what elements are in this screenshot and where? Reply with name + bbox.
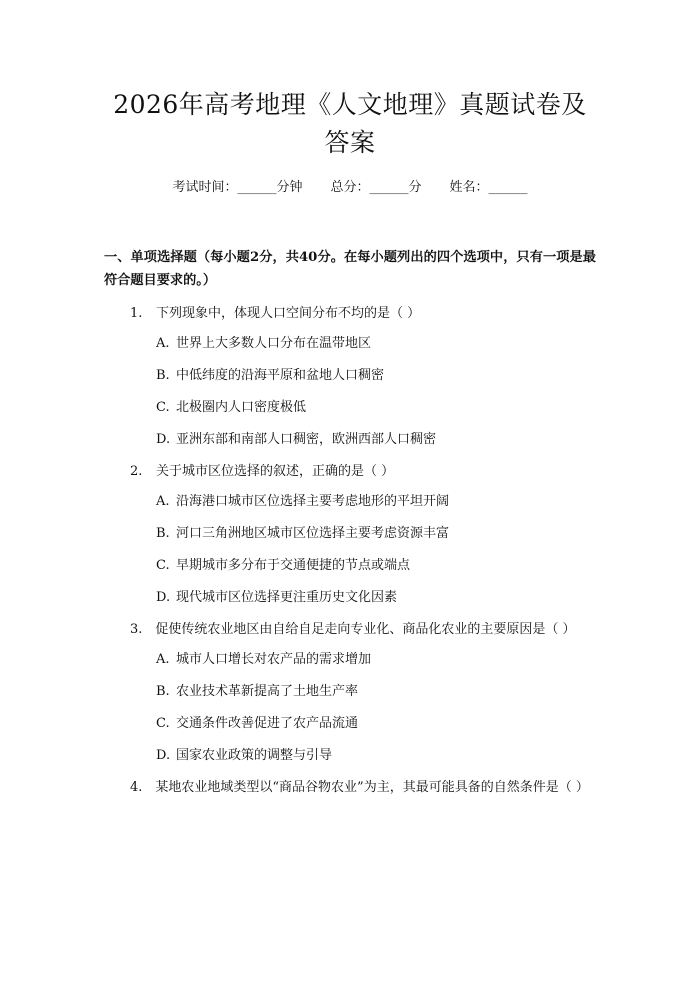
option-letter: D. bbox=[156, 747, 171, 763]
option-letter: B. bbox=[156, 525, 170, 541]
option-letter: B. bbox=[156, 683, 170, 699]
option-a bbox=[156, 649, 596, 671]
option-letter: C. bbox=[156, 557, 170, 573]
question-stem bbox=[104, 777, 596, 799]
exam-title: 2026年高考地理《人文地理》真题试卷及答案 bbox=[113, 90, 587, 157]
option-text: 北极圈内人口密度极低 bbox=[176, 399, 307, 415]
question-stem bbox=[104, 303, 596, 325]
option-text: 早期城市多分布于交通便捷的节点或端点 bbox=[176, 557, 411, 573]
option-list bbox=[156, 491, 596, 609]
question-text: 关于城市区位选择的叙述，正确的是（ ） bbox=[156, 464, 395, 479]
question-text: 促使传统农业地区由自给自足走向专业化、商品化农业的主要原因是（ ） bbox=[155, 622, 576, 637]
option-a bbox=[156, 333, 596, 355]
option-letter: A. bbox=[156, 651, 170, 667]
question-text: 某地农业地域类型以“商品谷物农业”为主，其最可能具备的自然条件是（ ） bbox=[155, 780, 589, 795]
question-4 bbox=[104, 777, 596, 799]
option-text: 农业技术革新提高了土地生产率 bbox=[176, 683, 359, 699]
total-score-field: 总分：______分 bbox=[330, 180, 422, 195]
exam-page bbox=[0, 86, 700, 991]
option-text: 世界上大多数人口分布在温带地区 bbox=[176, 335, 372, 351]
option-b bbox=[156, 523, 596, 545]
option-letter: A. bbox=[156, 335, 170, 351]
option-a bbox=[156, 491, 596, 513]
option-list bbox=[156, 333, 596, 451]
option-letter: D. bbox=[156, 589, 171, 605]
option-letter: B. bbox=[156, 367, 170, 383]
section-heading: 一、单项选择题（每小题2分，共40分。在每小题列出的四个选项中，只有一项是最符合题目要求的。） bbox=[104, 250, 596, 288]
option-letter: C. bbox=[156, 399, 170, 415]
question-number: 3. bbox=[130, 622, 143, 637]
exam-time-field: 考试时间：______分钟 bbox=[172, 180, 303, 195]
option-text: 国家农业政策的调整与引导 bbox=[176, 747, 333, 763]
question-stem bbox=[104, 461, 596, 483]
option-b bbox=[156, 365, 596, 387]
option-text: 现代城市区位选择更注重历史文化因素 bbox=[176, 589, 398, 605]
option-b bbox=[156, 681, 596, 703]
question-number: 1. bbox=[130, 306, 143, 321]
question-number: 2. bbox=[130, 464, 143, 479]
question-3 bbox=[104, 619, 596, 766]
option-d bbox=[156, 587, 596, 609]
option-d bbox=[156, 429, 596, 451]
question-number: 4. bbox=[130, 780, 143, 795]
option-c bbox=[156, 397, 596, 419]
exam-meta bbox=[104, 179, 596, 197]
option-text: 沿海港口城市区位选择主要考虑地形的平坦开阔 bbox=[176, 493, 450, 509]
option-text: 河口三角洲地区城市区位选择主要考虑资源丰富 bbox=[176, 525, 450, 541]
option-text: 亚洲东部和南部人口稠密，欧洲西部人口稠密 bbox=[176, 431, 437, 447]
question-text: 下列现象中，体现人口空间分布不均的是（ ） bbox=[156, 306, 421, 321]
option-letter: C. bbox=[156, 715, 170, 731]
option-text: 城市人口增长对农产品的需求增加 bbox=[176, 651, 372, 667]
question-2 bbox=[104, 461, 596, 608]
question-1 bbox=[104, 303, 596, 450]
option-letter: D. bbox=[156, 431, 171, 447]
question-stem bbox=[104, 619, 596, 641]
option-d bbox=[156, 745, 596, 767]
option-list bbox=[156, 649, 596, 767]
option-text: 交通条件改善促进了农产品流通 bbox=[176, 715, 359, 731]
option-c bbox=[156, 555, 596, 577]
student-name-field: 姓名：______ bbox=[449, 180, 528, 195]
option-letter: A. bbox=[156, 493, 170, 509]
option-text: 中低纬度的沿海平原和盆地人口稠密 bbox=[176, 367, 385, 383]
option-c bbox=[156, 713, 596, 735]
